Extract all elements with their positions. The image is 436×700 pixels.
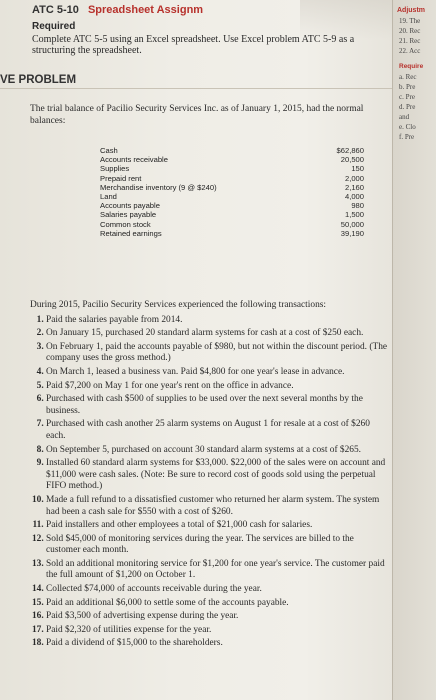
sidebar-part: f. Pre [399, 133, 415, 141]
transaction-item: 10. Made a full refund to a dissatisfied customer who returned her alarm system. The system had been a cash sale for $550 with a cost of $260. [46, 495, 390, 518]
trial-balance [100, 146, 364, 268]
tb-row [100, 174, 364, 183]
tb-amount: 4,000 [344, 192, 364, 202]
sidebar-item: 21. Rec [399, 37, 421, 45]
tb-account: Accounts payable [100, 201, 160, 211]
tb-amount: $62,860 [336, 146, 364, 155]
sidebar-item: 22. Acc [399, 47, 421, 55]
section-title: VE PROBLEM [0, 74, 392, 89]
assignment-code [32, 4, 392, 16]
sidebar-required: Require [399, 63, 424, 70]
sidebar-item: 19. The [399, 17, 421, 25]
tb-amount: 20,500 [340, 155, 364, 165]
tb-account: Salaries payable [100, 210, 157, 220]
transaction-item: 15. Paid an additional $6,000 to settle some of the accounts payable. [46, 598, 390, 610]
sidebar-part: and [399, 113, 410, 121]
transaction-item: 6. Purchased with cash $500 of supplies to be used over the next several months by the business. [46, 394, 390, 417]
transaction-item: 17. Paid $2,320 of utilities expense for the year. [46, 625, 390, 637]
sidebar-part: a. Rec [399, 73, 417, 81]
transaction-item: 18. Paid a dividend of $15,000 to the shareholders. [46, 638, 390, 650]
tb-account: Cash [100, 146, 118, 155]
transaction-item: 9. Installed 60 standard alarm systems for $33,000. $22,000 of the sales were on account and $11,000 were cash sales. (Note: Be sure to record cost of goods sold using the perpetual FIFO method.) [46, 458, 390, 493]
transaction-item: 3. On February 1, paid the accounts payable of $980, but not within the discount period. (The company uses the gross method.) [46, 342, 390, 365]
transaction-item: 16. Paid $3,500 of advertising expense during the year. [46, 611, 390, 623]
tb-account: Retained earnings [100, 228, 162, 238]
tb-row [100, 192, 364, 201]
transaction-item: 11. Paid installers and other employees a total of $21,000 cash for salaries. [46, 520, 390, 532]
tb-row [100, 146, 364, 155]
tb-amount: 2,160 [344, 182, 364, 192]
transactions-lead: During 2015, Pacilio Security Services experienced the following transactions: [30, 300, 327, 310]
transaction-item: 8. On September 5, purchased on account 30 standard alarm systems at a cost of $265. [46, 445, 390, 457]
transaction-item: 13. Sold an additional monitoring service for $1,200 for one year's service. The customer paid the full amount of $1,200 on October 1. [46, 559, 390, 582]
tb-amount: 980 [351, 201, 364, 211]
sidebar-title: Adjustm [397, 7, 425, 14]
tb-row [100, 210, 364, 219]
transaction-item: 4. On March 1, leased a business van. Paid $4,800 for one year's lease in advance. [46, 367, 390, 379]
tb-amount: 39,190 [340, 228, 364, 238]
transaction-item: 12. Sold $45,000 of monitoring services during the year. The services are billed to the customer each month. [46, 534, 390, 557]
tb-account: Prepaid rent [100, 173, 142, 183]
tb-account: Accounts receivable [100, 155, 168, 165]
adjacent-page-margin [392, 0, 436, 700]
tb-account: Merchandise inventory (9 @ $240) [100, 182, 217, 192]
transaction-item: 14. Collected $74,000 of accounts receivable during the year. [46, 584, 390, 596]
tb-row [100, 164, 364, 173]
tb-row [100, 201, 364, 210]
tb-amount: 150 [351, 164, 364, 174]
tb-amount: 2,000 [344, 173, 364, 183]
transactions-list [30, 315, 390, 650]
sidebar-part: c. Pre [399, 93, 415, 101]
sidebar-item: 20. Rec [399, 27, 421, 35]
assignment-tag: Spreadsheet Assignm [87, 4, 204, 16]
tb-amount: 50,000 [340, 219, 364, 229]
tb-row [100, 229, 364, 238]
tb-row [100, 155, 364, 164]
transactions-section [30, 300, 390, 652]
tb-row [100, 220, 364, 229]
transaction-item: 5. Paid $7,200 on May 1 for one year's rent on the office in advance. [46, 381, 390, 393]
transaction-item: 7. Purchased with cash another 25 alarm systems on August 1 for resale at a cost of $260 each. [46, 419, 390, 442]
sidebar-part: d. Pre [399, 103, 416, 111]
sidebar-part: b. Pre [399, 83, 416, 91]
assignment-number: ATC 5-10 [32, 4, 79, 16]
tb-amount: 1,500 [344, 210, 364, 220]
transaction-item: 2. On January 15, purchased 20 standard alarm systems for cash at a cost of $250 each. [46, 328, 390, 340]
assignment-header [32, 4, 392, 56]
required-label: Required [32, 21, 76, 32]
tb-row [100, 183, 364, 192]
sidebar-part: e. Clo [399, 123, 416, 131]
tb-account: Common stock [100, 219, 151, 229]
tb-account: Supplies [100, 164, 130, 174]
tb-account: Land [100, 192, 117, 202]
transaction-item: 1. Paid the salaries payable from 2014. [46, 315, 390, 327]
problem-intro: The trial balance of Pacilio Security Services Inc. as of January 1, 2015, had the normal balances: [30, 104, 364, 126]
assignment-description: Complete ATC 5-5 using an Excel spreadsheet. Use Excel problem ATC 5-9 as a structuring the spreadsheet. [32, 34, 355, 56]
